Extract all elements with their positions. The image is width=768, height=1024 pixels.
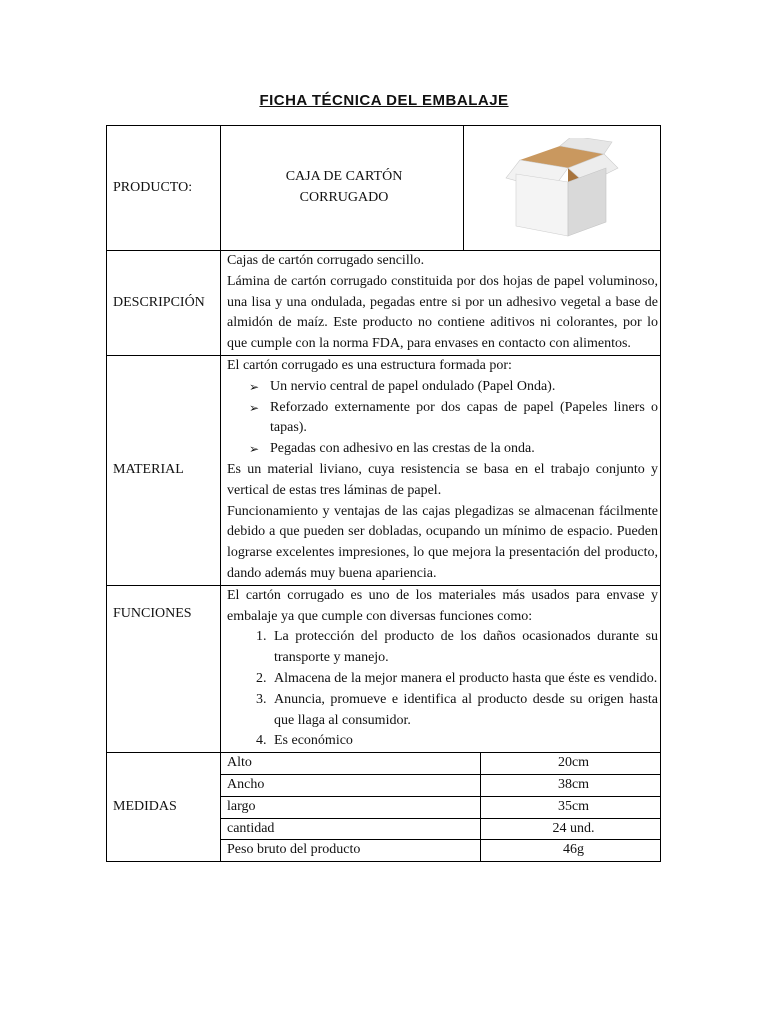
tech-sheet-table: [106, 125, 661, 862]
list-item: 4. Es económico: [270, 731, 658, 752]
measures-row: [107, 753, 661, 862]
table-row: [221, 796, 660, 818]
material-intro: El cartón corrugado es una estructura formada por:: [227, 357, 512, 373]
measure-name: Alto: [221, 753, 481, 774]
list-item: ➢ Pegadas con adhesivo en las crestas de la onda.: [249, 439, 658, 460]
cardboard-box-icon: [502, 138, 622, 238]
measure-value: 24 und.: [481, 818, 661, 840]
page-title: [0, 92, 768, 109]
measure-value: 38cm: [481, 774, 661, 796]
list-item: ➢ Reforzado externamente por dos capas de papel (Papeles liners o tapas).: [249, 398, 658, 440]
product-label: PRODUCTO:: [107, 126, 221, 251]
measure-value: 46g: [481, 840, 661, 861]
functions-label-text: FUNCIONES: [113, 605, 192, 621]
measure-name: Peso bruto del producto: [221, 840, 481, 861]
table-row: [221, 840, 660, 861]
description-label: DESCRIPCIÓN: [107, 251, 221, 356]
material-para1: Es un material liviano, cuya resistencia se basa en el trabajo conjunto y vertical de estas tres láminas de papel.: [227, 461, 658, 498]
measure-name: cantidad: [221, 818, 481, 840]
table-row: [221, 753, 660, 774]
material-bullet-list: [227, 377, 658, 460]
functions-row: [107, 585, 661, 752]
material-label: MATERIAL: [107, 355, 221, 585]
functions-list: [227, 627, 658, 752]
list-item: ➢ Un nervio central de papel ondulado (Papel Onda).: [249, 377, 658, 398]
measure-name: Ancho: [221, 774, 481, 796]
list-item: 2. Almacena de la mejor manera el producto hasta que éste es vendido.: [270, 669, 658, 690]
description-row: [107, 251, 661, 356]
measures-label: MEDIDAS: [107, 753, 221, 862]
measure-value: 20cm: [481, 753, 661, 774]
list-item: 1. La protección del producto de los daños ocasionados durante su transporte y manejo.: [270, 627, 658, 669]
box-front: [516, 174, 568, 236]
product-row: [107, 126, 661, 251]
measure-value: 35cm: [481, 796, 661, 818]
material-para2: Funcionamiento y ventajas de las cajas plegadizas se almacenan fácilmente debido a que pueden ser dobladas, ocupando un mínimo de espacio. Pueden lograrse excelentes impresiones, lo que mejora la presentación del producto, dando además muy buena apariencia.: [227, 503, 658, 581]
product-name-line2: CORRUGADO: [299, 190, 389, 205]
product-name-cell: [221, 126, 464, 251]
material-cell: [221, 355, 661, 585]
measure-name: largo: [221, 796, 481, 818]
table-row: [221, 818, 660, 840]
measures-table: [221, 753, 660, 861]
description-text: Lámina de cartón corrugado constituida por dos hojas de papel voluminoso, una lisa y una ondulada, pegadas entre si por un adhesivo vegetal a base de almidón de maíz. Este producto no contiene aditivos ni colorantes, por lo que cumple con la norma FDA, para envases en contacto con alimentos.: [227, 273, 658, 352]
table-row: [221, 774, 660, 796]
product-image-cell: [464, 126, 661, 251]
description-cell: [221, 251, 661, 356]
functions-cell: [221, 585, 661, 752]
product-name-line1: CAJA DE CARTÓN: [285, 169, 403, 185]
title-text: FICHA TÉCNICA DEL EMBALAJE: [259, 92, 509, 109]
material-row: [107, 355, 661, 585]
functions-label: [107, 585, 221, 752]
functions-intro: El cartón corrugado es uno de los materiales más usados para envase y embalaje ya que cumple con diversas funciones como:: [227, 587, 658, 624]
measures-cell: [221, 753, 661, 862]
description-line1: Cajas de cartón corrugado sencillo.: [227, 253, 425, 268]
list-item: 3. Anuncia, promueve e identifica al producto desde su origen hasta que llaga al consumidor.: [270, 690, 658, 732]
